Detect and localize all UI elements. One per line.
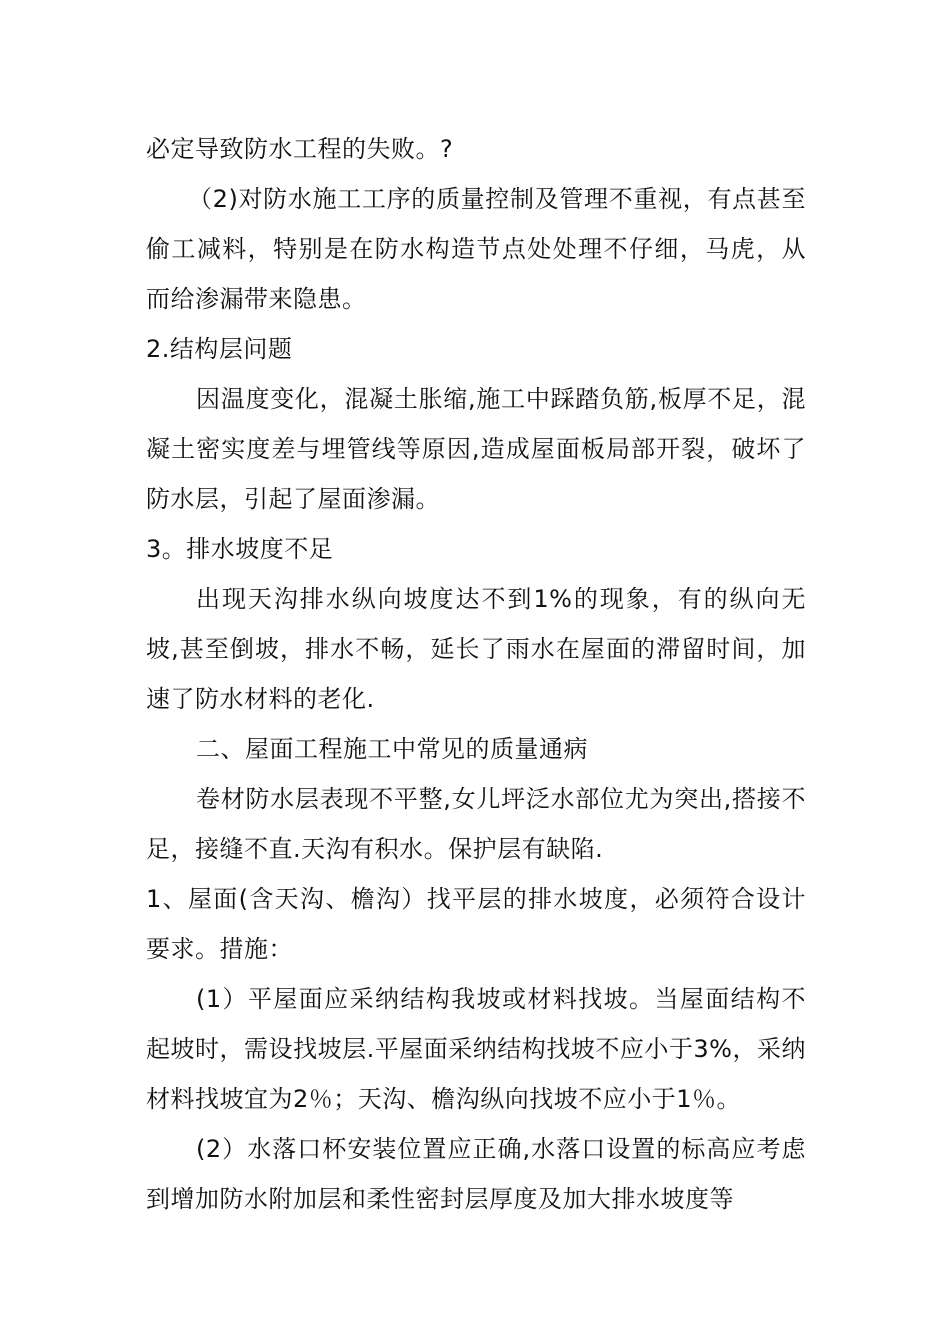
paragraph-common-defects: 卷材防水层表现不平整,女儿坪泛水部位尤为突出,搭接不足，接缝不直.天沟有积水。保护层有缺陷. bbox=[146, 785, 806, 863]
heading-roof-leveling: 1、屋面(含天沟、檐沟）找平层的排水坡度，必须符合设计要求。措施： bbox=[146, 885, 806, 963]
heading-common-defects: 二、屋面工程施工中常见的质量通病 bbox=[196, 735, 588, 763]
paragraph-continuation: 必定导致防水工程的失败。? bbox=[146, 135, 454, 163]
paragraph-measure-2: (2）水落口杯安装位置应正确,水落口设置的标高应考虑到增加防水附加层和柔性密封层厚度及加大排水坡度等 bbox=[146, 1135, 806, 1213]
document-body bbox=[146, 124, 806, 1224]
heading-drainage-slope: 3。排水坡度不足 bbox=[146, 535, 334, 563]
heading-structural-layer: 2.结构层问题 bbox=[146, 335, 293, 363]
paragraph-structural-layer: 因温度变化，混凝土胀缩,施工中踩踏负筋,板厚不足，混凝土密实度差与埋管线等原因,造成屋面板局部开裂，破坏了防水层，引起了屋面渗漏。 bbox=[146, 385, 806, 513]
paragraph-measure-1: (1）平屋面应采纳结构我坡或材料找坡。当屋面结构不起坡时，需设找坡层.平屋面采纳结构找坡不应小于3%，采纳材料找坡宜为2％；天沟、檐沟纵向找坡不应小于1％。 bbox=[146, 985, 806, 1113]
paragraph-drainage-slope: 出现天沟排水纵向坡度达不到1%的现象，有的纵向无坡,甚至倒坡，排水不畅，延长了雨水在屋面的滞留时间，加速了防水材料的老化. bbox=[146, 585, 806, 713]
paragraph-construction-management: （2)对防水施工工序的质量控制及管理不重视，有点甚至偷工减料，特别是在防水构造节点处处理不仔细，马虎，从而给渗漏带来隐患。 bbox=[146, 185, 806, 313]
